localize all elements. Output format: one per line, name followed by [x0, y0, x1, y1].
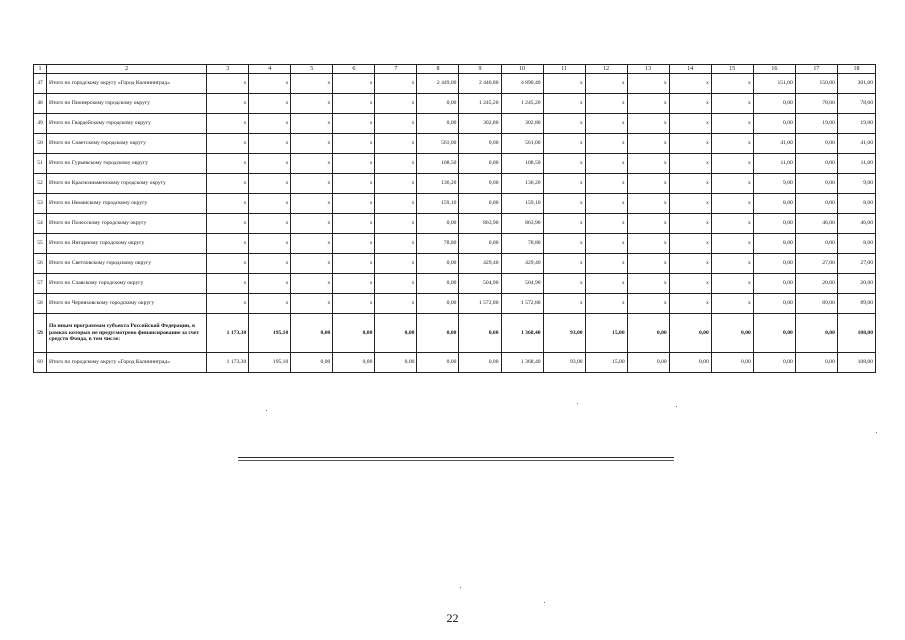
table-cell: 863,90: [501, 214, 543, 234]
table-cell: 15,00: [585, 314, 627, 353]
table-cell: x: [249, 174, 291, 194]
table-cell: x: [543, 214, 585, 234]
table-cell: x: [333, 294, 375, 314]
table-cell: 0,00: [753, 314, 795, 353]
table-cell: x: [375, 174, 417, 194]
row-number: 52: [34, 174, 47, 194]
table-cell: 46,00: [837, 214, 875, 234]
table-cell: x: [207, 134, 249, 154]
table-cell: 8,00: [837, 234, 875, 254]
table-cell: 0,00: [417, 294, 459, 314]
table-cell: x: [669, 174, 711, 194]
row-number: 49: [34, 114, 47, 134]
table-cell: 1 245,20: [501, 94, 543, 114]
table-cell: x: [333, 134, 375, 154]
table-cell: x: [627, 214, 669, 234]
table-cell: 41,00: [837, 134, 875, 154]
table-cell: 0,00: [459, 174, 501, 194]
table-cell: 561,00: [501, 134, 543, 154]
table-cell: 1 368,40: [501, 353, 543, 373]
signature-underline: [238, 460, 674, 461]
column-header: 3: [207, 65, 249, 74]
table-cell: 863,90: [459, 214, 501, 234]
table-cell: 0,00: [795, 154, 837, 174]
row-number: 47: [34, 74, 47, 94]
table-cell: x: [669, 154, 711, 174]
table-cell: x: [543, 134, 585, 154]
table-cell: x: [669, 274, 711, 294]
table-cell: x: [711, 234, 753, 254]
table-cell: x: [333, 94, 375, 114]
table-cell: 429,40: [459, 254, 501, 274]
table-cell: 0,00: [459, 194, 501, 214]
table-cell: x: [669, 114, 711, 134]
table-cell: x: [627, 254, 669, 274]
table-cell: 20,00: [837, 274, 875, 294]
table-row: [34, 314, 876, 353]
table-cell: 1 245,20: [459, 94, 501, 114]
table-cell: 0,00: [417, 214, 459, 234]
table-cell: x: [249, 234, 291, 254]
table-cell: x: [585, 194, 627, 214]
table-cell: x: [333, 174, 375, 194]
table-cell: 302,80: [459, 114, 501, 134]
column-header: 18: [837, 65, 875, 74]
table-cell: 19,00: [795, 114, 837, 134]
table-cell: x: [291, 134, 333, 154]
table-cell: x: [333, 274, 375, 294]
table-cell: x: [375, 74, 417, 94]
table-cell: 27,00: [837, 254, 875, 274]
column-header: 11: [543, 65, 585, 74]
column-header: 15: [711, 65, 753, 74]
table-cell: x: [375, 114, 417, 134]
table-cell: x: [207, 194, 249, 214]
table-cell: 9,00: [837, 174, 875, 194]
table-cell: 0,00: [459, 314, 501, 353]
row-number: 59: [34, 314, 47, 353]
row-name: Итого по Светловскому городскому округу: [47, 254, 207, 274]
table-cell: 0,00: [417, 114, 459, 134]
table-cell: 20,00: [795, 274, 837, 294]
table-cell: 0,00: [417, 353, 459, 373]
table-cell: 0,00: [417, 274, 459, 294]
table-cell: x: [375, 214, 417, 234]
column-header: 7: [375, 65, 417, 74]
table-cell: 78,00: [837, 94, 875, 114]
column-header: 17: [795, 65, 837, 74]
table-cell: 8,00: [837, 194, 875, 214]
table-cell: 1 173,30: [207, 353, 249, 373]
table-body: [34, 74, 876, 373]
table-cell: x: [543, 174, 585, 194]
table-cell: 150,00: [795, 74, 837, 94]
signature-line: [238, 457, 674, 458]
table-cell: x: [543, 274, 585, 294]
table-cell: 78,80: [501, 234, 543, 254]
table-cell: x: [669, 194, 711, 214]
table-cell: x: [291, 254, 333, 274]
table-cell: x: [207, 234, 249, 254]
column-header: 4: [249, 65, 291, 74]
table-cell: 0,00: [753, 294, 795, 314]
table-cell: x: [249, 274, 291, 294]
table-cell: 1 572,80: [501, 294, 543, 314]
scan-speck: [876, 432, 877, 433]
table-cell: 41,00: [753, 134, 795, 154]
table-cell: x: [375, 194, 417, 214]
table-cell: 11,00: [753, 154, 795, 174]
row-number: 58: [34, 294, 47, 314]
row-number: 54: [34, 214, 47, 234]
table-row: [34, 294, 876, 314]
table-cell: 159,10: [501, 194, 543, 214]
table-cell: x: [249, 214, 291, 234]
table-cell: 0,00: [333, 353, 375, 373]
table-cell: 0,00: [459, 234, 501, 254]
table-cell: 0,00: [459, 134, 501, 154]
table-cell: x: [711, 214, 753, 234]
table-cell: x: [207, 214, 249, 234]
table-cell: x: [291, 214, 333, 234]
table-cell: x: [249, 254, 291, 274]
table-cell: x: [249, 294, 291, 314]
table-cell: x: [543, 114, 585, 134]
row-name: Итого по Гвардейскому городскому округу: [47, 114, 207, 134]
table-cell: x: [333, 234, 375, 254]
table-cell: x: [291, 274, 333, 294]
table-cell: x: [627, 114, 669, 134]
table-cell: 0,00: [795, 194, 837, 214]
column-header: 8: [417, 65, 459, 74]
row-number: 60: [34, 353, 47, 373]
table-cell: 195,10: [249, 353, 291, 373]
table-cell: x: [333, 74, 375, 94]
table-cell: x: [711, 74, 753, 94]
scan-speck: [266, 410, 267, 411]
table-cell: x: [585, 274, 627, 294]
table-cell: x: [375, 254, 417, 274]
table-row: [34, 353, 876, 373]
table-cell: 89,00: [795, 294, 837, 314]
table-cell: x: [375, 154, 417, 174]
table-cell: x: [249, 134, 291, 154]
table-cell: x: [249, 194, 291, 214]
table-cell: 302,80: [501, 114, 543, 134]
table-cell: x: [585, 254, 627, 274]
table-cell: 0,00: [459, 154, 501, 174]
table-cell: 46,00: [795, 214, 837, 234]
table-cell: x: [207, 274, 249, 294]
table-cell: x: [207, 154, 249, 174]
table-cell: 89,00: [837, 294, 875, 314]
table-cell: x: [333, 114, 375, 134]
table-cell: 0,00: [753, 353, 795, 373]
table-cell: 93,00: [543, 314, 585, 353]
table-cell: 0,00: [753, 114, 795, 134]
table-cell: 0,00: [459, 353, 501, 373]
table-cell: 504,90: [459, 274, 501, 294]
row-name: Итого по Краснознаменскому городскому округу: [47, 174, 207, 194]
table-cell: x: [711, 294, 753, 314]
table-cell: 0,00: [753, 94, 795, 114]
table-cell: 0,00: [417, 94, 459, 114]
scan-speck: [577, 403, 578, 404]
table-cell: x: [291, 294, 333, 314]
table-cell: 19,00: [837, 114, 875, 134]
table-cell: 1 368,40: [501, 314, 543, 353]
table-row: [34, 194, 876, 214]
column-header: 12: [585, 65, 627, 74]
table-cell: 301,00: [837, 74, 875, 94]
table-cell: 11,00: [837, 154, 875, 174]
table-cell: 9,00: [753, 174, 795, 194]
table-row: [34, 134, 876, 154]
table-cell: x: [291, 94, 333, 114]
table-cell: x: [711, 134, 753, 154]
table-cell: 108,00: [837, 314, 875, 353]
table-cell: 0,00: [375, 353, 417, 373]
table-cell: x: [585, 234, 627, 254]
table-cell: 0,00: [375, 314, 417, 353]
table-cell: x: [333, 194, 375, 214]
row-name: Итого по Полесскому городскому округу: [47, 214, 207, 234]
table-cell: x: [627, 294, 669, 314]
column-header: 10: [501, 65, 543, 74]
table-cell: x: [627, 174, 669, 194]
table-cell: 0,00: [753, 254, 795, 274]
table-cell: 0,00: [795, 314, 837, 353]
table-cell: 0,00: [795, 134, 837, 154]
column-header: 1: [34, 65, 47, 74]
row-number: 51: [34, 154, 47, 174]
table-row: [34, 114, 876, 134]
table-cell: x: [711, 174, 753, 194]
table-cell: x: [585, 134, 627, 154]
table-row: [34, 234, 876, 254]
table-cell: x: [627, 154, 669, 174]
table-cell: 0,00: [753, 214, 795, 234]
table-cell: x: [585, 114, 627, 134]
table-cell: 159,10: [417, 194, 459, 214]
table-cell: 1 572,80: [459, 294, 501, 314]
table-cell: 504,90: [501, 274, 543, 294]
table-row: [34, 174, 876, 194]
table-cell: x: [207, 174, 249, 194]
row-name: Итого по Славскому городскому округу: [47, 274, 207, 294]
table-cell: 0,00: [795, 234, 837, 254]
row-name: Итого по Янтарному городскому округу: [47, 234, 207, 254]
table-cell: x: [291, 74, 333, 94]
table-cell: x: [711, 114, 753, 134]
table-cell: x: [333, 214, 375, 234]
table-cell: 0,00: [753, 274, 795, 294]
table-cell: 4 890,40: [501, 74, 543, 94]
table-cell: x: [375, 94, 417, 114]
table-cell: x: [291, 234, 333, 254]
table-cell: 0,00: [711, 353, 753, 373]
table-cell: x: [627, 274, 669, 294]
table-cell: 195,10: [249, 314, 291, 353]
table-cell: 8,00: [753, 234, 795, 254]
data-table: [33, 64, 876, 373]
row-name: Итого по Пионерскому городскому округу: [47, 94, 207, 114]
table-cell: 136,20: [501, 174, 543, 194]
table-cell: x: [585, 214, 627, 234]
table-cell: 2 449,00: [417, 74, 459, 94]
column-header: 13: [627, 65, 669, 74]
table-cell: 0,00: [627, 353, 669, 373]
scan-speck: [544, 602, 545, 603]
table-cell: 429,40: [501, 254, 543, 274]
table-cell: 151,00: [753, 74, 795, 94]
row-number: 55: [34, 234, 47, 254]
table-cell: x: [249, 114, 291, 134]
row-name: Итого по городскому округу «Город Калининград»: [47, 74, 207, 94]
table-cell: x: [333, 154, 375, 174]
table-cell: 1 173,30: [207, 314, 249, 353]
table-cell: x: [543, 94, 585, 114]
table-cell: 0,00: [795, 174, 837, 194]
row-name: Итого по Черняховскому городскому округу: [47, 294, 207, 314]
table-cell: 78,80: [417, 234, 459, 254]
table-cell: 0,00: [291, 353, 333, 373]
table-cell: x: [627, 74, 669, 94]
table-cell: x: [543, 154, 585, 174]
table-cell: x: [669, 214, 711, 234]
table-cell: x: [375, 234, 417, 254]
table-cell: x: [291, 174, 333, 194]
table-cell: 0,00: [333, 314, 375, 353]
table-cell: x: [543, 254, 585, 274]
table-cell: x: [627, 194, 669, 214]
table-cell: 561,00: [417, 134, 459, 154]
table-cell: x: [207, 74, 249, 94]
table-row: [34, 274, 876, 294]
table-cell: x: [585, 94, 627, 114]
row-number: 48: [34, 94, 47, 114]
header-row: [34, 65, 876, 74]
table-cell: 108,50: [501, 154, 543, 174]
table-cell: x: [333, 254, 375, 274]
table-cell: x: [543, 234, 585, 254]
table-cell: x: [291, 154, 333, 174]
table-cell: x: [585, 74, 627, 94]
row-number: 57: [34, 274, 47, 294]
table-cell: x: [543, 294, 585, 314]
column-header: 2: [47, 65, 207, 74]
table-cell: x: [627, 94, 669, 114]
table-cell: x: [291, 194, 333, 214]
table-cell: 0,00: [417, 314, 459, 353]
table-cell: x: [207, 94, 249, 114]
table-cell: x: [375, 294, 417, 314]
row-name: Итого по Гурьевскому городскому округу: [47, 154, 207, 174]
table-cell: x: [711, 254, 753, 274]
table-cell: 136,20: [417, 174, 459, 194]
table-row: [34, 154, 876, 174]
row-name: Итого по Советскому городскому округу: [47, 134, 207, 154]
table-cell: x: [543, 194, 585, 214]
row-number: 56: [34, 254, 47, 274]
row-number: 53: [34, 194, 47, 214]
table-cell: 0,00: [669, 314, 711, 353]
table-cell: x: [585, 294, 627, 314]
table-cell: 0,00: [291, 314, 333, 353]
table-cell: x: [711, 94, 753, 114]
row-name: Итого по Неманскому городскому округу: [47, 194, 207, 214]
table-cell: x: [249, 74, 291, 94]
table-cell: x: [207, 254, 249, 274]
table-cell: x: [711, 194, 753, 214]
table-cell: 0,00: [669, 353, 711, 373]
table-cell: x: [627, 134, 669, 154]
table-row: [34, 214, 876, 234]
page-number: 22: [446, 611, 459, 625]
table-cell: x: [291, 114, 333, 134]
table-cell: x: [711, 274, 753, 294]
table-row: [34, 254, 876, 274]
row-name: Итого по городскому округу «Город Калининград»: [47, 353, 207, 373]
table-cell: 8,00: [753, 194, 795, 214]
table-cell: 0,00: [627, 314, 669, 353]
table-cell: x: [585, 154, 627, 174]
table-cell: x: [669, 294, 711, 314]
table-cell: x: [669, 74, 711, 94]
table-row: [34, 74, 876, 94]
table-cell: x: [627, 234, 669, 254]
table-cell: x: [375, 134, 417, 154]
table-cell: x: [375, 274, 417, 294]
column-header: 5: [291, 65, 333, 74]
table-cell: x: [249, 154, 291, 174]
column-header: 6: [333, 65, 375, 74]
table-cell: x: [207, 294, 249, 314]
table-cell: 0,00: [417, 254, 459, 274]
table-row: [34, 94, 876, 114]
table-cell: x: [249, 94, 291, 114]
row-number: 50: [34, 134, 47, 154]
table-cell: x: [207, 114, 249, 134]
scan-speck: [676, 406, 677, 407]
table-cell: x: [669, 234, 711, 254]
table-cell: x: [585, 174, 627, 194]
table-cell: 27,00: [795, 254, 837, 274]
table-cell: 78,00: [795, 94, 837, 114]
table-cell: 108,50: [417, 154, 459, 174]
column-header: 9: [459, 65, 501, 74]
column-header: 14: [669, 65, 711, 74]
table-cell: 108,00: [837, 353, 875, 373]
column-header: 16: [753, 65, 795, 74]
table-cell: x: [543, 74, 585, 94]
table-cell: x: [669, 254, 711, 274]
table-cell: 93,00: [543, 353, 585, 373]
row-name: По иным программам субъекта Российской Федерации, в рамках которых не предусмотрено финансирование за счет средств Фонда, в том числе:: [47, 314, 207, 353]
table-cell: 2 440,80: [459, 74, 501, 94]
table-cell: x: [711, 154, 753, 174]
table-cell: 0,00: [795, 353, 837, 373]
table-cell: 15,00: [585, 353, 627, 373]
table-cell: 0,00: [711, 314, 753, 353]
scan-speck: [460, 587, 461, 588]
table-cell: x: [669, 94, 711, 114]
table-cell: x: [669, 134, 711, 154]
